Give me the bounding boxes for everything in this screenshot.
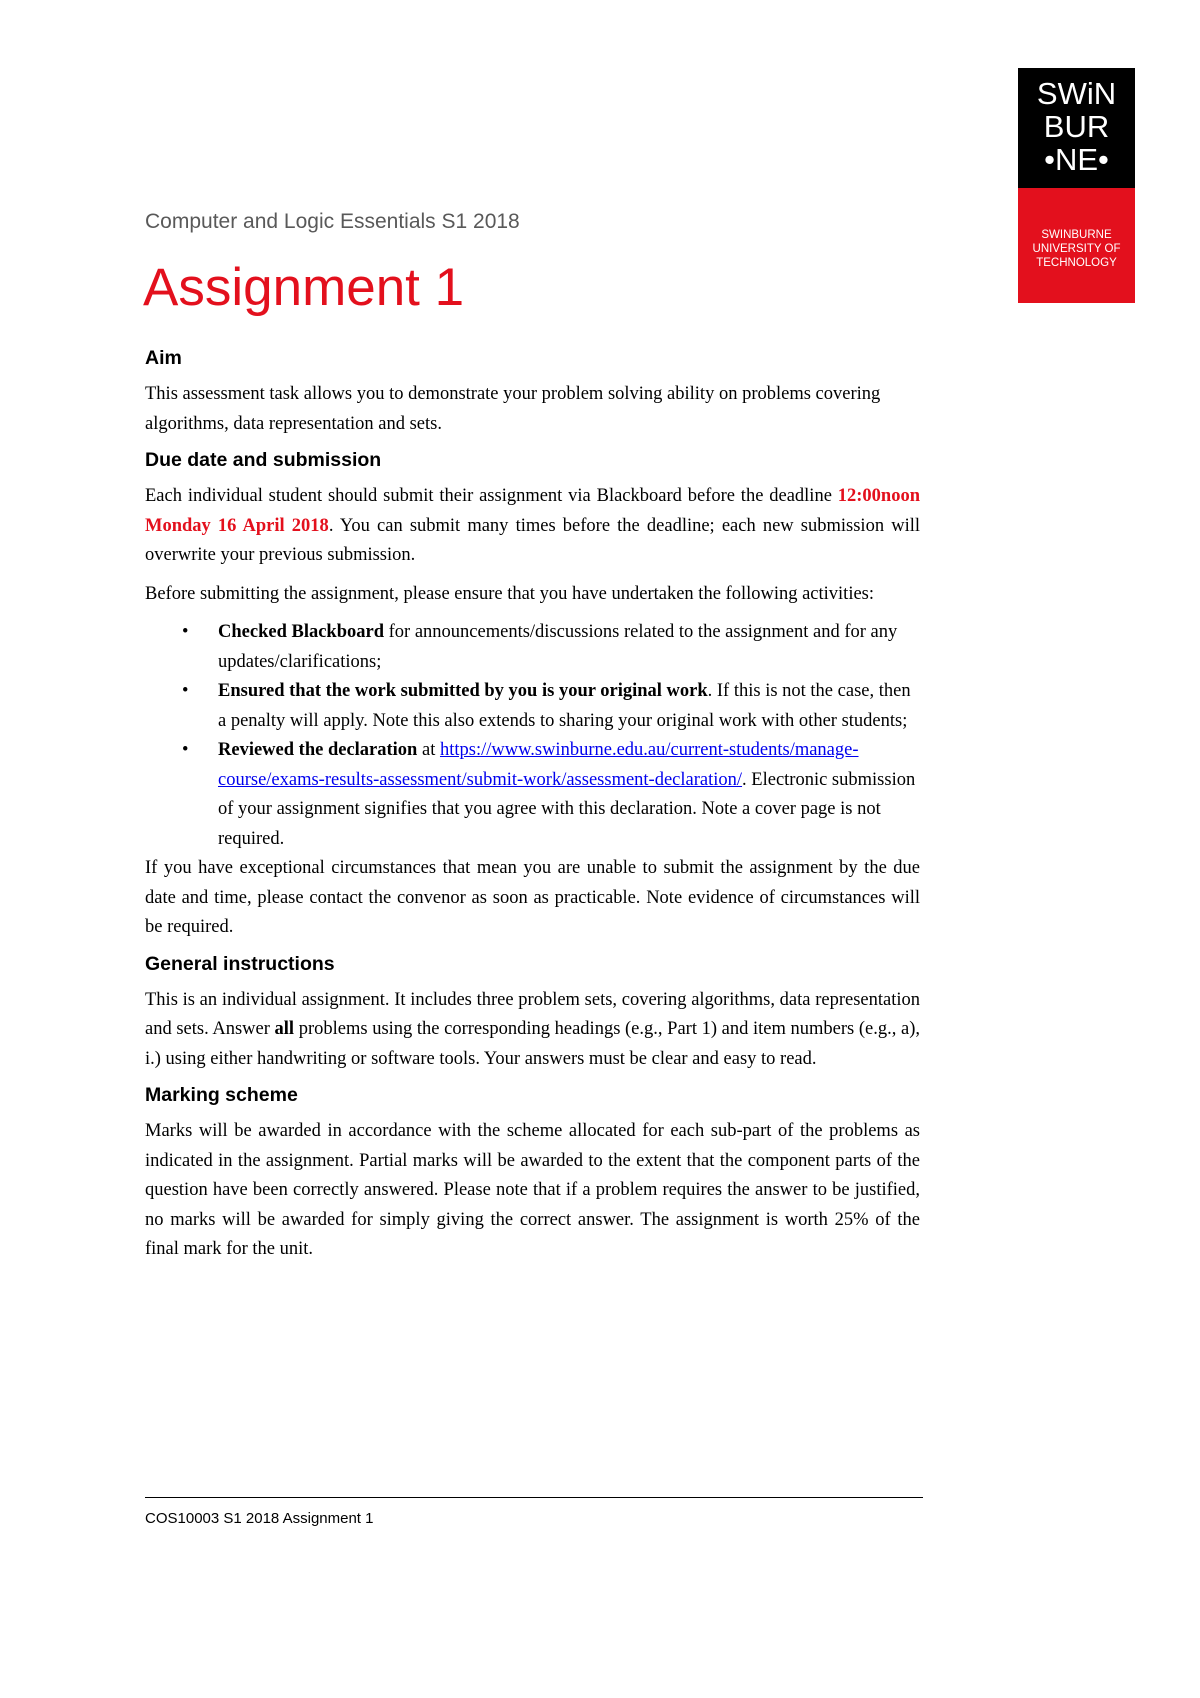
logo-subtext	[1018, 188, 1135, 303]
due-paragraph-1	[145, 482, 920, 571]
due-text: . You can submit many times before the deadline; each new submission will overwrite your previous submission.	[145, 515, 920, 565]
general-bold: all	[274, 1019, 295, 1039]
page-title: Assignment 1	[143, 258, 465, 317]
page-footer: COS10003 S1 2018 Assignment 1	[145, 1510, 374, 1527]
logo-line: BUR	[1043, 109, 1110, 144]
course-subtitle: Computer and Logic Essentials S1 2018	[145, 210, 520, 233]
marking-heading: Marking scheme	[145, 1084, 298, 1106]
logo-subline: SWINBURNE	[1041, 229, 1112, 241]
logo-subline: UNIVERSITY OF	[1032, 243, 1121, 255]
document-body	[145, 346, 920, 1274]
footer-divider	[145, 1497, 923, 1498]
marking-text: Marks will be awarded in accordance with the scheme allocated for each sub-part of the problems as indicated in the assignment. Partial marks will be awarded to the extent that the component parts of the question have been correctly answered. Please note that if a problem requires the answer to be justified, no marks will be awarded for simply giving the correct answer. The assignment is worth 25% of the final mark for the unit.	[145, 1121, 920, 1259]
declaration-link[interactable]: https://www.swinburne.edu.au/current-students/manage-course/exams-results-assessment/submit-work/assessment-declaration/	[218, 740, 859, 790]
aim-text: This assessment task allows you to demonstrate your problem solving ability on problems covering algorithms, data representation and sets.	[145, 384, 881, 434]
logo-line: •NE•	[1044, 142, 1109, 177]
due-text: Each individual student should submit their assignment via Blackboard before the deadline	[145, 486, 838, 506]
bullet-icon: •	[182, 681, 189, 701]
bullet-icon: •	[182, 622, 189, 642]
logo-wordmark	[1018, 68, 1135, 188]
general-text	[145, 986, 920, 1075]
general-heading: General instructions	[145, 952, 335, 975]
general-text-part: problems using the corresponding headings (e.g., Part 1) and item numbers (e.g., a), i.) using either handwriting or software tools. Your answers must be clear and easy to read.	[145, 1019, 920, 1069]
due-paragraph-2: Before submitting the assignment, please ensure that you have undertaken the following activities:	[145, 583, 875, 604]
checklist	[145, 618, 920, 854]
item-text: for announcements/discussions related to the assignment and for any updates/clarifications;	[218, 622, 898, 672]
general-text-part: This is an individual assignment. It includes three problem sets, covering algorithms, data representation and sets. Answer	[145, 989, 920, 1039]
list-item	[145, 618, 920, 677]
logo-subline: TECHNOLOGY	[1036, 257, 1117, 269]
due-heading: Due date and submission	[145, 449, 382, 471]
list-item	[145, 677, 920, 736]
logo-line: SWiN	[1036, 76, 1117, 111]
item-text: at	[417, 740, 440, 760]
due-paragraph-3: If you have exceptional circumstances that mean you are unable to submit the assignment by the due date and time, please contact the convenor as soon as practicable. Note evidence of circumstances will be required.	[145, 858, 920, 937]
university-logo	[1018, 68, 1135, 303]
deadline-text: 12:00noon Monday 16 April 2018	[145, 486, 920, 536]
item-bold: Ensured that the work submitted by you is your original work	[218, 681, 708, 701]
aim-heading: Aim	[145, 347, 182, 369]
bullet-icon: •	[182, 740, 189, 760]
item-text: . If this is not the case, then a penalty will apply. Note this also extends to sharing your original work with other students;	[218, 681, 911, 731]
item-text: . Electronic submission of your assignment signifies that you agree with this declaration. Note a cover page is not required.	[218, 769, 916, 849]
item-bold: Checked Blackboard	[218, 622, 385, 642]
list-item	[145, 736, 920, 854]
item-bold: Reviewed the declaration	[218, 740, 418, 760]
